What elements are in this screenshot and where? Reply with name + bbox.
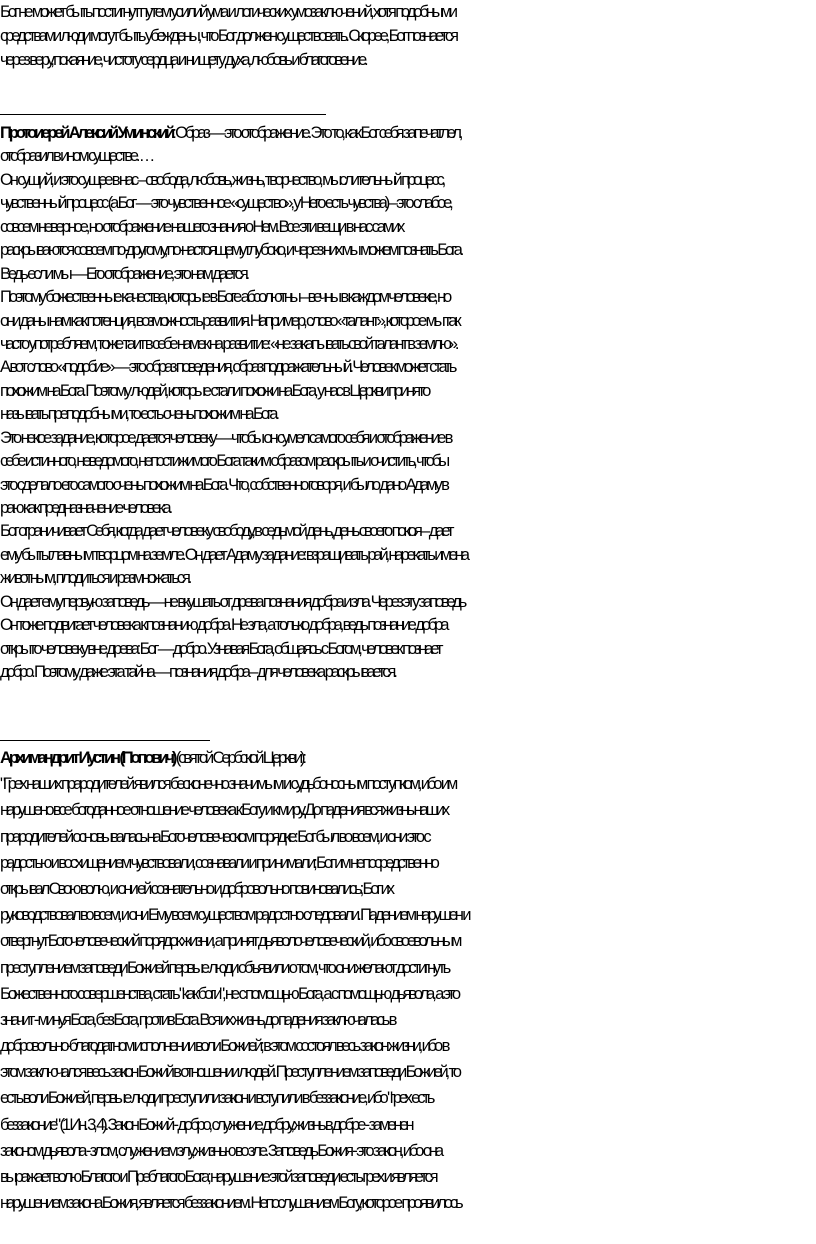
text-line: значит - минуя Бога, без Бога, против Бога. Вся их жизнь до падения заключалась в [0,1009,395,1029]
text-line: Он тоже подвигает человека к познанию добра. Не зла, а только добра, ведь познание добра [0,615,447,635]
section-divider-uminsky [0,114,326,115]
text-line: это сделало его самого очень похожим на Бога. Что, собственно говоря, и было дано Адаму в [0,474,447,494]
text-line: добро. Поэтому даже эта тайна — познания добра – для человека раскрывается. [0,662,395,682]
section-divider-iustin [0,740,210,741]
text-line: отвергнут Богочеловеческий порядок жизни, а принят дьяволочеловеческий, ибо своевольным [0,931,460,951]
text-line: "Грех наших прародителей явился бесконечно значимым и судьбоносным поступком, ибо им [0,774,456,794]
text-line: руководствовал во всем, и они Ему всем существом радостно следовали. Падением нарушен и [0,905,469,925]
text-line: преступлением заповеди Божией первые люди объявили о том, что они желают достигнуть [0,957,449,977]
text-line: Он дает ему первую заповедь — не вкушать от древа познания добра и зла. Через эту заповедь [0,591,465,611]
text-line: открывал Свою волю, и они ей сознательно и добровольно повиновались; Бог их [0,878,392,898]
text-line: называть преподобными, то есть очень похожим на Бога. [0,404,277,424]
text-line: через веру, покаяние, чистоту сердца и нищету духа, любовь и благоговение. [0,50,366,69]
text-line: раю как предназначение человека. [0,498,170,517]
text-line: А вот слово «подобие» — это образ поведения, образ подражательный. Человек может стать [0,357,455,377]
author-name: Протоиерей Алексий Уминский [0,123,173,142]
text-line: чувственный процесс (а Бог — это чувственное «существо», у Него есть чувства) – это слабое, [0,193,451,213]
text-line: средствами люди могут быть убеждены, что Бог должен существовать. Скорее, Бог познается [0,26,456,45]
text-line: прародителей основывалась на Богочеловеческом порядке: Бог был во всем, и они это с [0,826,429,846]
text-line: отобразил в ином существе. … [0,146,153,166]
text-line: нарушением закона Божия, является беззаконием. Непослушанием Богу, которое проявилось [0,1193,461,1213]
text-line: добровольно-благодатном исполнении воли Божией; в этом состоял весь закон жизни, ибо в [0,1036,448,1056]
author-intro-text: (святой Сербской Церкви): [174,748,304,767]
text-line: Божественного совершенства, стать "как боги", не с помощью Бога, а с помощью дьявола, а это [0,983,458,1003]
text-line: Это некое задание, которое дается человеку — чтобы он сумел самого себя и отображение в [0,427,451,447]
text-line: похожим на Бога. Поэтому людей, которые стали похожи на Бога, у нас в Церкви принято [0,380,429,400]
author-name: Архимандрит Иустин (Попович) [0,748,175,767]
author-intro-text: : Образ — это отображение. Это то, как Бог себя запечатлел, [172,123,461,142]
text-line: Бог ограничивает Себя, когда дает человеку свободу, в седьмой день, день своего покоя – дает [0,521,452,541]
text-line: радостью и восхищением чувствовали, сознавали и принимали; Бог им непосредственно [0,852,437,872]
intro-paragraph [0,0,816,72]
text-line: Ведь если мы — Его отображение, это нам дается. [0,263,247,283]
text-line: совсем неверное, но отображение нашего знания о Нем. Все эти вещи в нас самих [0,216,403,236]
text-line: Бог не может быть постигнут путем усилий ума и логических умозаключений, хотя подобными [0,2,455,21]
text-line: себе истинного, неведомого, непостижимого Бога таким образом раскрыть и очистить, чтобы [0,451,447,471]
text-line: часто употребляем, тоже таит в себе намек на развитие: «не закапывать свой талант в землю». [0,333,457,353]
text-line [0,745,816,771]
text-line: Он сущий, и это сущее в нас – свобода, любовь, жизнь, творчество, мыслительный процесс, [0,169,444,189]
text-line: Поэтому божественные качества, которые в Боге абсолютны – вечны в каждом человеке, но [0,287,450,307]
text-line: есть воли Божией, первые люди преступили закон и вступили в беззаконие, ибо "грех есть [0,1088,433,1108]
text-line: животным, плодиться и размножаться. [0,568,190,588]
text-line: нарушено все богоданное отношение человека к Богу и к миру. До падения вся жизнь наших [0,800,448,820]
text-line: ему быть главным творцом на земле. Он дает Адаму задание: взращивать рай, нарекать имена [0,544,467,564]
text-line: они даны нам как потенция, возможность развития. Например, слово «талант», которое мы так [0,310,459,330]
text-line [0,121,816,144]
text-line: беззаконие" (1 Ин. 3, 4). Закон Божий - добро, служение добру, жизнь в добре - заменен [0,1114,412,1134]
text-line: выражает волю Благого и Преблагого Бога; нарушение этой заповеди есть грех и является [0,1167,436,1186]
section-uminsky [0,121,816,684]
text-line: законом дьявола - злом, служением злу, жизнью во зле. Заповедь Божия - это закон, ибо она [0,1140,441,1160]
text-line: этом заключался весь закон Божий в отношении людей. Преступлением заповеди Божией, то [0,1062,459,1082]
section-iustin [0,745,816,1216]
text-line: раскрываются совсем по-другому, по-настоящему глубоко, и через них мы можем познать Бога. [0,240,462,260]
text-line: открыто человеку вне древа: Бог — добро. Узнавая Бога, общаясь с Богом, человек познает [0,638,441,658]
